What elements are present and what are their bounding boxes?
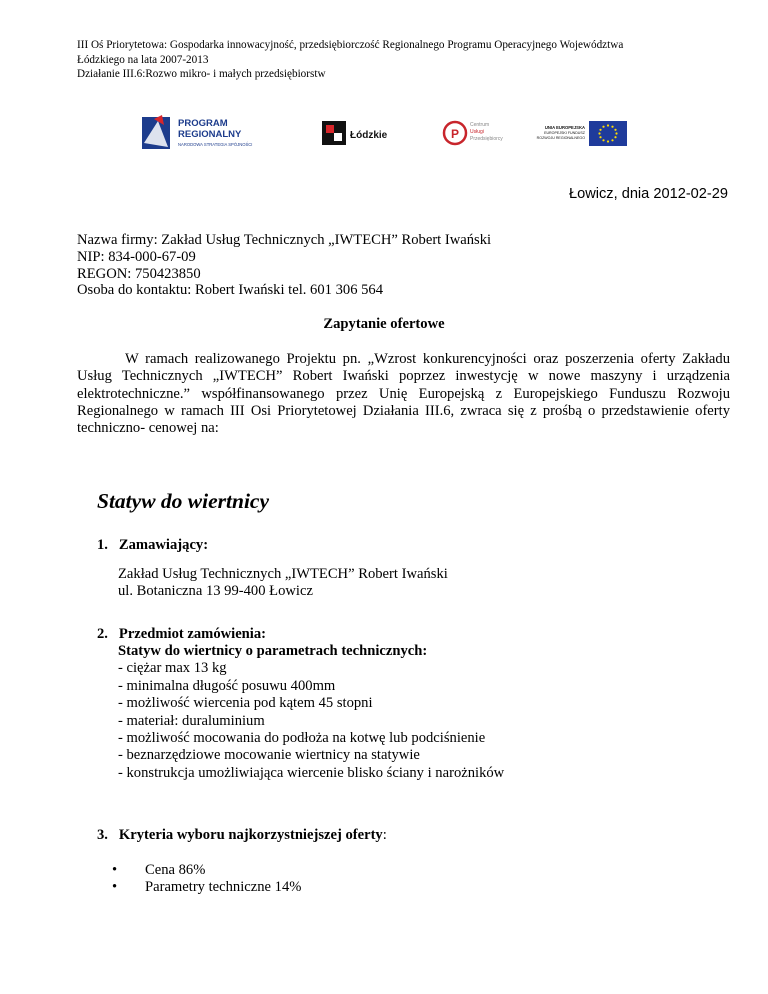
- spec-item: - możliwość wiercenia pod kątem 45 stopni: [118, 695, 373, 712]
- lodzkie-logo: [320, 113, 405, 153]
- spec-list: [118, 643, 504, 782]
- spec-item: - możliwość mocowania do podłoża na kotwę lub podciśnienie: [118, 730, 486, 747]
- svg-text:Łódzkie: Łódzkie: [350, 130, 388, 141]
- eu-flag-logo: [536, 113, 660, 153]
- criteria-text: Cena 86%: [145, 862, 206, 878]
- spec-item: - beznarzędziowe mocowanie wiertnicy na statywie: [118, 747, 420, 764]
- spec-subheading: Statyw do wiertnicy o parametrach technicznych:: [118, 643, 428, 659]
- section-criteria: [97, 827, 387, 844]
- svg-text:Usługi: Usługi: [470, 129, 484, 135]
- svg-text:REGIONALNY: REGIONALNY: [178, 129, 242, 140]
- criteria-text: Parametry techniczne 14%: [145, 879, 302, 896]
- list-item: [112, 879, 301, 896]
- header-line-1: III Oś Priorytetowa: Gospodarka innowacyjność, przedsiębiorczość Regionalnego Programu Operacyjnego Województwa: [77, 39, 624, 51]
- spec-item: - materiał: duraluminium: [118, 712, 265, 729]
- svg-text:EUROPEJSKI FUNDUSZ: EUROPEJSKI FUNDUSZ: [544, 131, 585, 135]
- program-regionalny-logo: [140, 113, 280, 153]
- svg-text:UNIA EUROPEJSKA: UNIA EUROPEJSKA: [544, 125, 585, 130]
- bullet-icon: •: [112, 862, 118, 878]
- svg-text:NARODOWA STRATEGIA SPÓJNOŚCI: NARODOWA STRATEGIA SPÓJNOŚCI: [178, 142, 253, 147]
- company-info: [77, 232, 491, 299]
- svg-text:PROGRAM: PROGRAM: [178, 118, 228, 129]
- centrum-uslug-logo: [442, 113, 532, 153]
- subject-heading: Statyw do wiertnicy: [97, 489, 269, 513]
- section-label: Zamawiający:: [118, 537, 209, 553]
- section-label: Przedmiot zamówienia:: [118, 626, 267, 642]
- section-order-subject: [97, 626, 266, 643]
- svg-text:ROZWOJU REGIONALNEGO: ROZWOJU REGIONALNEGO: [536, 136, 585, 140]
- company-regon: REGON: 750423850: [77, 265, 201, 282]
- address-line-2: ul. Botaniczna 13 99-400 Łowicz: [118, 583, 313, 600]
- company-contact: Osoba do kontaktu: Robert Iwański tel. 601 306 564: [77, 282, 384, 299]
- ordering-party-address: [118, 566, 448, 601]
- bullet-icon: •: [112, 879, 118, 896]
- section-ordering-party: [97, 537, 208, 554]
- intro-paragraph: W ramach realizowanego Projektu pn. „Wzrost konkurencyjności oraz poszerzenia oferty Zakładu Usług Technicznych „IWTECH” Robert Iwański poprzez inwestycję w nowe maszyny i urządzenia elektrotechniczne.” współfinansowanego przez Unię Europejską z Europejskiego Funduszu Rozwoju Regionalnego w ramach III Osi Priorytetowej Działania III.6, zwraca się z prośbą o przedstawienie oferty techniczno- cenowej na:: [77, 351, 730, 437]
- svg-text:P: P: [451, 127, 460, 141]
- spec-item: - konstrukcja umożliwiająca wiercenie blisko ściany i narożników: [118, 764, 505, 781]
- address-line-1: Zakład Usług Technicznych „IWTECH” Robert Iwański: [118, 566, 448, 582]
- section-number: 1.: [97, 537, 108, 553]
- logo-bar: [140, 113, 660, 157]
- spec-item: - minimalna długość posuwu 400mm: [118, 677, 336, 694]
- section-number: 2.: [97, 626, 108, 642]
- svg-text:Przedsiębiorcy: Przedsiębiorcy: [470, 136, 503, 142]
- header-line-3: Działanie III.6:Rozwo mikro- i małych przedsiębiorstw: [77, 68, 326, 80]
- criteria-list: [112, 862, 301, 897]
- company-nip: NIP: 834-000-67-09: [77, 248, 196, 265]
- document-header: [77, 38, 623, 82]
- svg-text:Centrum: Centrum: [470, 122, 490, 128]
- list-item: [112, 862, 301, 879]
- header-line-2: Łódzkiego na lata 2007-2013: [77, 53, 209, 66]
- document-title: Zapytanie ofertowe: [323, 316, 445, 332]
- document-date: Łowicz, dnia 2012-02-29: [568, 186, 728, 202]
- section-label: Kryteria wyboru najkorzystniejszej oferty: [118, 827, 383, 843]
- section-label-colon: :: [382, 827, 387, 843]
- company-name: Nazwa firmy: Zakład Usług Technicznych „IWTECH” Robert Iwański: [77, 232, 492, 248]
- section-number: 3.: [97, 827, 108, 843]
- spec-item: - ciężar max 13 kg: [118, 660, 227, 677]
